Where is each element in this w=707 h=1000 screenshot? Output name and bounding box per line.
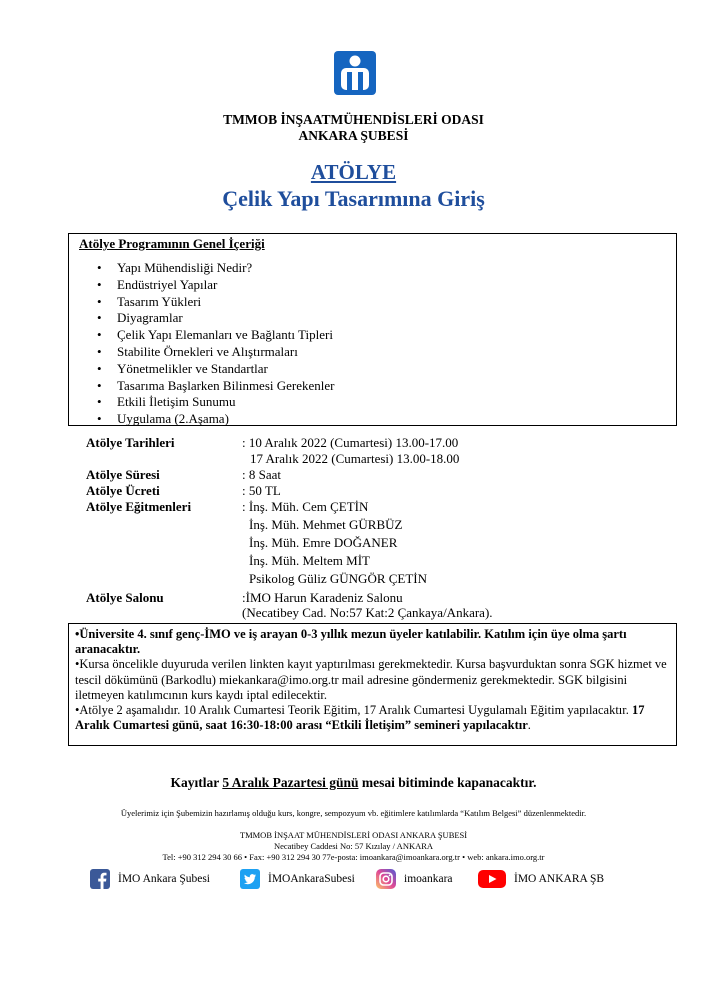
workshop-title: Çelik Yapı Tasarımına Giriş <box>222 186 485 211</box>
deadline-pre: Kayıtlar <box>170 775 223 790</box>
deadline-date: 5 Aralık Pazartesi günü <box>222 775 359 790</box>
program-box <box>68 233 677 426</box>
hall-name: :İMO Harun Karadeniz Salonu <box>242 590 403 605</box>
hall-address: (Necatibey Cad. No:57 Kat:2 Çankaya/Ankara). <box>242 605 493 620</box>
duration-label: Atölye Süresi <box>86 467 160 482</box>
youtube-icon <box>478 869 506 889</box>
social-youtube[interactable] <box>478 868 604 890</box>
social-instagram[interactable] <box>376 868 453 890</box>
footer-org: TMMOB İNŞAAT MÜHENDİSLERİ ODASI ANKARA ŞUBESİ <box>239 830 468 840</box>
list-item: • Stabilite Örnekleri ve Alıştırmaları <box>97 344 334 361</box>
social-twitter[interactable] <box>240 868 355 890</box>
date-2: 17 Aralık 2022 (Cumartesi) 13.00-18.00 <box>250 451 460 466</box>
note-stages-text: •Atölye 2 aşamalıdır. 10 Aralık Cumartesi Teorik Eğitim, 17 Aralık Cumartesi Uygulamalı Eğitim yapılacaktır. <box>75 703 632 718</box>
footer-address: Necatibey Caddesi No: 57 Kızılay / ANKARA <box>273 841 434 851</box>
footer-contact: Tel: +90 312 294 30 66 • Fax: +90 312 294 30 77e-posta: imoankara@imoankara.org.tr • web: ankara.imo.org.tr <box>162 852 545 862</box>
youtube-label: İMO ANKARA ŞB <box>514 873 605 885</box>
date-1: : 10 Aralık 2022 (Cumartesi) 13.00-17.00 <box>242 435 459 450</box>
org-branch: ANKARA ŞUBESİ <box>298 128 409 143</box>
trainers-label: Atölye Eğitmenleri <box>86 499 192 514</box>
list-item: • Diyagramlar <box>97 310 334 327</box>
list-item: • Çelik Yapı Elemanları ve Bağlantı Tipleri <box>97 327 334 344</box>
note-eligibility: •Üniversite 4. sınıf genç-İMO ve iş arayan 0-3 yıllık mezun üyeler katılabilir. Katılım için üye olma şartı aranacaktır. <box>75 627 627 657</box>
trainer-4: İnş. Müh. Meltem MİT <box>249 553 370 568</box>
fee-value: : 50 TL <box>242 483 281 498</box>
list-item: • Etkili İletişim Sunumu <box>97 394 334 411</box>
instagram-icon <box>376 869 396 889</box>
trainer-3: İnş. Müh. Emre DOĞANER <box>249 535 398 550</box>
notes-box <box>68 623 677 746</box>
list-item: • Uygulama (2.Aşama) <box>97 411 334 428</box>
dates-label: Atölye Tarihleri <box>86 435 175 450</box>
social-facebook[interactable] <box>90 868 210 890</box>
facebook-label: İMO Ankara Şubesi <box>118 873 210 885</box>
duration-value: : 8 Saat <box>242 467 281 482</box>
page-title: ATÖLYE <box>310 160 397 184</box>
trainer-1: : İnş. Müh. Cem ÇETİN <box>242 499 369 514</box>
certificate-note: Üyelerimiz için Şubemizin hazırlamış olduğu kurs, kongre, sempozyum vb. eğitimlere katılımlarda “Katılım Belgesi” düzenlenmektedir. <box>120 808 587 818</box>
deadline-post: mesai bitiminde kapanacaktır. <box>358 775 537 790</box>
note-stages <box>75 703 670 733</box>
list-item: • Tasarıma Başlarken Bilinmesi Gerekenler <box>97 378 334 395</box>
list-item: • Endüstriyel Yapılar <box>97 277 334 294</box>
hall-label: Atölye Salonu <box>86 590 164 605</box>
list-item: • Yapı Mühendisliği Nedir? <box>97 260 334 277</box>
note-stages-end: . <box>527 718 531 733</box>
twitter-icon <box>240 869 260 889</box>
trainer-5: Psikolog Güliz GÜNGÖR ÇETİN <box>249 571 428 586</box>
trainer-2: İnş. Müh. Mehmet GÜRBÜZ <box>249 517 403 532</box>
instagram-label: imoankara <box>404 873 453 885</box>
imo-logo-icon <box>333 50 377 96</box>
note-registration: •Kursa öncelikle duyuruda verilen linkten kayıt yaptırılması gerekmektedir. Kursa başvurduktan sonra SGK hizmet ve tescil dökümünü (Barkodlu) miekankara@imo.org.tr mail adresine göndermeniz gerekmektedir. SGK bilgisini iletmeyen katılımcının kurs kaydı iptal edilecektir. <box>75 657 667 702</box>
registration-deadline <box>0 775 707 791</box>
twitter-label: İMOAnkaraSubesi <box>268 873 355 885</box>
list-item: • Tasarım Yükleri <box>97 294 334 311</box>
list-item: • Yönetmelikler ve Standartlar <box>97 361 334 378</box>
program-heading: Atölye Programının Genel İçeriği <box>79 236 265 251</box>
note-seminar: 17 Aralık Cumartesi günü, saat 16:30-18:00 arası “Etkili İletişim” semineri yapılacaktır <box>75 703 645 733</box>
program-list <box>97 260 334 428</box>
org-name: TMMOB İNŞAATMÜHENDİSLERİ ODASI <box>223 112 484 127</box>
facebook-icon <box>90 869 110 889</box>
fee-label: Atölye Ücreti <box>86 483 160 498</box>
